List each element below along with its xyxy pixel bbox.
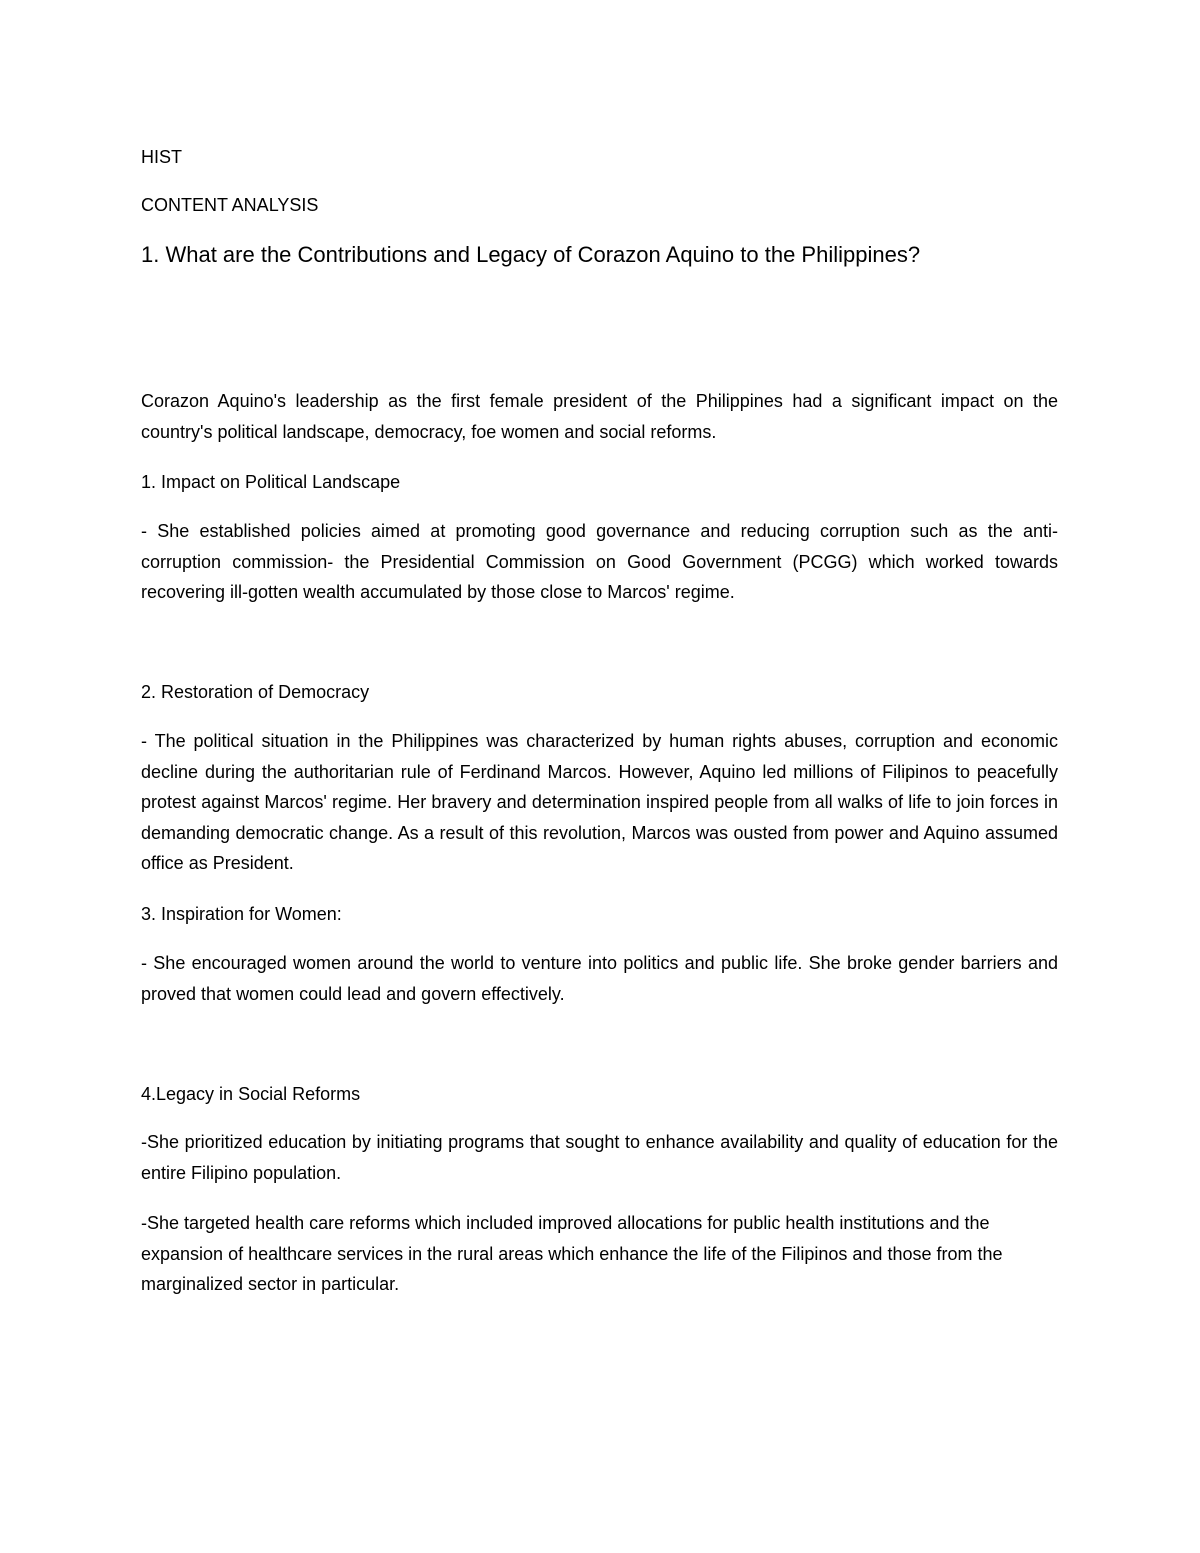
section-heading-political-landscape: 1. Impact on Political Landscape (141, 472, 401, 492)
section-paragraph-education: -She prioritized education by initiating programs that sought to enhance availability and quality of education for the entire Filipino population. (141, 1132, 1058, 1183)
section-heading-restoration-democracy: 2. Restoration of Democracy (141, 682, 370, 702)
section-label: CONTENT ANALYSIS (141, 195, 319, 215)
section-paragraph-health-care: -She targeted health care reforms which included improved allocations for public health institutions and the expansion of healthcare services in the rural areas which enhance the life of the Filipinos and those from the marginalized sector in particular. (141, 1213, 1003, 1294)
question-title: 1. What are the Contributions and Legacy of Corazon Aquino to the Philippines? (141, 242, 921, 267)
section-paragraph-political-landscape: - She established policies aimed at promoting good governance and reducing corruption such as the anti-corruption commission- the Presidential Commission on Good Government (PCGG) which worked towards recovering ill-gotten wealth accumulated by those close to Marcos' regime. (141, 521, 1058, 602)
section-heading-inspiration-women: 3. Inspiration for Women: (141, 904, 342, 924)
intro-paragraph: Corazon Aquino's leadership as the first female president of the Philippines had a significant impact on the country's political landscape, democracy, foe women and social reforms. (141, 391, 1058, 442)
section-paragraph-inspiration-women: - She encouraged women around the world to venture into politics and public life. She broke gender barriers and proved that women could lead and govern effectively. (141, 953, 1058, 1004)
section-paragraph-restoration-democracy: - The political situation in the Philippines was characterized by human rights abuses, corruption and economic decline during the authoritarian rule of Ferdinand Marcos. However, Aquino led millions of Filipinos to peacefully protest against Marcos' regime. Her bravery and determination inspired people from all walks of life to join forces in demanding democratic change. As a result of this revolution, Marcos was ousted from power and Aquino assumed office as President. (141, 731, 1058, 873)
course-label: HIST (141, 147, 183, 167)
section-heading-social-reforms: 4.Legacy in Social Reforms (141, 1084, 361, 1104)
